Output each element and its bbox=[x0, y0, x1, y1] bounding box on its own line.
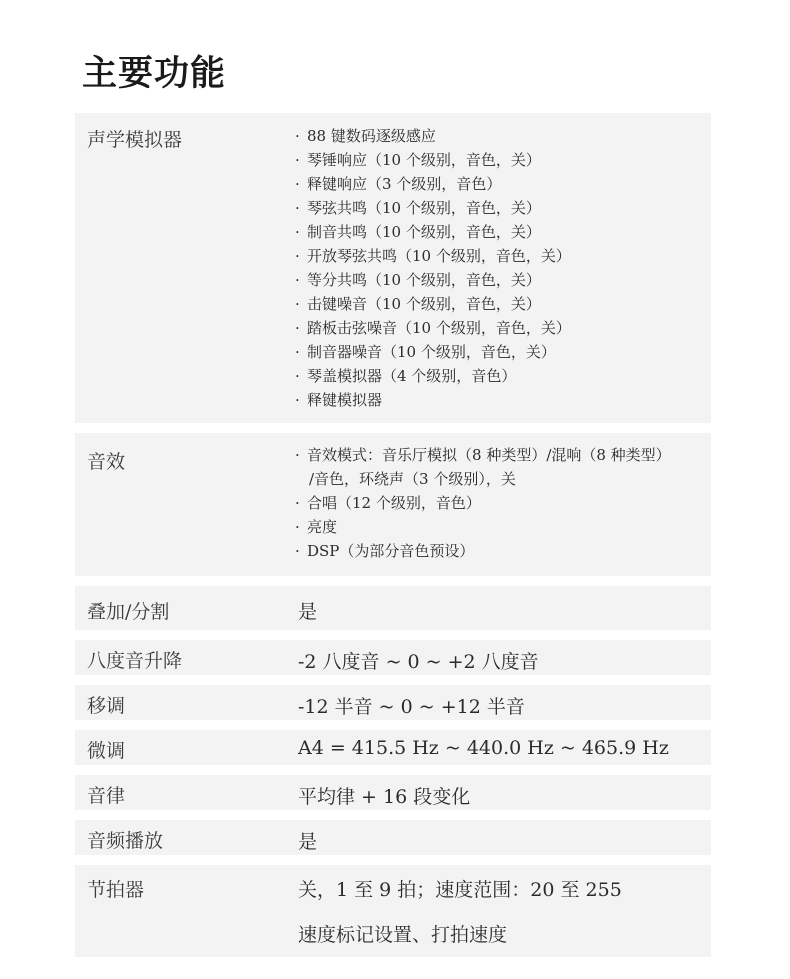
spec-row-effects bbox=[75, 433, 711, 576]
bullet-dot: · bbox=[295, 223, 300, 241]
list-item: · 击键噪音（10 个级别，音色，关） bbox=[295, 292, 571, 316]
list-item-continuation: /音色，环绕声（3 个级别），关 bbox=[309, 470, 516, 488]
list-item: · 88 键数码逐级感应 bbox=[295, 124, 571, 148]
acoustic-feature-list bbox=[295, 124, 571, 412]
bullet-dot: · bbox=[295, 367, 300, 385]
list-item: · 琴盖模拟器（4 个级别，音色） bbox=[295, 364, 571, 388]
list-item: · 琴弦共鸣（10 个级别，音色，关） bbox=[295, 196, 571, 220]
list-item: · 制音共鸣（10 个级别，音色，关） bbox=[295, 220, 571, 244]
list-item: · DSP（为部分音色预设） bbox=[295, 539, 671, 563]
spec-row-fine-tune bbox=[75, 730, 711, 765]
list-item: · 等分共鸣（10 个级别，音色，关） bbox=[295, 268, 571, 292]
bullet-dot: · bbox=[295, 199, 300, 217]
list-item: · 合唱（12 个级别，音色） bbox=[295, 491, 671, 515]
spec-row-layer-split bbox=[75, 586, 711, 630]
bullet-dot: · bbox=[295, 518, 300, 536]
list-item: · 开放琴弦共鸣（10 个级别，音色，关） bbox=[295, 244, 571, 268]
bullet-dot: · bbox=[295, 247, 300, 265]
list-item: · 踏板击弦噪音（10 个级别，音色，关） bbox=[295, 316, 571, 340]
row-label: 八度音升降 bbox=[87, 650, 183, 672]
bullet-dot: · bbox=[295, 175, 300, 193]
effects-feature-list bbox=[295, 443, 671, 563]
bullet-dot: · bbox=[295, 271, 300, 289]
row-value: 是 bbox=[298, 831, 318, 853]
list-item: · 音效模式：音乐厅模拟（8 种类型）/混响（8 种类型） bbox=[295, 443, 671, 467]
bullet-dot: · bbox=[295, 542, 300, 560]
spec-row-temperament bbox=[75, 775, 711, 810]
bullet-dot: · bbox=[295, 343, 300, 361]
row-value: 平均律 + 16 段变化 bbox=[298, 786, 471, 808]
spec-row-transpose bbox=[75, 685, 711, 720]
row-label-acoustic: 声学模拟器 bbox=[87, 129, 183, 151]
spec-row-audio-playback bbox=[75, 820, 711, 855]
row-value: -2 八度音 ~ 0 ~ +2 八度音 bbox=[298, 651, 539, 673]
metronome-value-line-1: 关，1 至 9 拍；速度范围：20 至 255 bbox=[298, 879, 622, 901]
metronome-value-line-2: 速度标记设置、打拍速度 bbox=[298, 924, 508, 946]
bullet-dot: · bbox=[295, 319, 300, 337]
bullet-dot: · bbox=[295, 127, 300, 145]
spec-row-acoustic bbox=[75, 113, 711, 423]
row-label: 音律 bbox=[87, 785, 126, 807]
page-title: 主要功能 bbox=[82, 54, 227, 94]
bullet-dot: · bbox=[295, 494, 300, 512]
bullet-dot: · bbox=[295, 391, 300, 409]
row-label-metronome: 节拍器 bbox=[87, 879, 145, 901]
row-value: A4 = 415.5 Hz ~ 440.0 Hz ~ 465.9 Hz bbox=[298, 737, 669, 759]
bullet-dot: · bbox=[295, 295, 300, 313]
list-item: · 释键模拟器 bbox=[295, 388, 571, 412]
spec-row-octave-shift bbox=[75, 640, 711, 675]
list-item: · 制音器噪音（10 个级别，音色，关） bbox=[295, 340, 571, 364]
spec-table bbox=[75, 113, 711, 967]
bullet-dot: · bbox=[295, 446, 300, 464]
row-label: 音频播放 bbox=[87, 830, 164, 852]
row-label: 叠加/分割 bbox=[87, 601, 170, 623]
row-label-effects: 音效 bbox=[87, 451, 126, 473]
row-value: -12 半音 ~ 0 ~ +12 半音 bbox=[298, 696, 525, 718]
list-item: · 亮度 bbox=[295, 515, 671, 539]
list-item: · 琴锤响应（10 个级别，音色，关） bbox=[295, 148, 571, 172]
list-item: · 释键响应（3 个级别，音色） bbox=[295, 172, 571, 196]
spec-row-metronome bbox=[75, 865, 711, 957]
bullet-dot: · bbox=[295, 151, 300, 169]
row-value: 是 bbox=[298, 601, 318, 623]
row-label: 微调 bbox=[87, 740, 126, 762]
row-label: 移调 bbox=[87, 695, 126, 717]
